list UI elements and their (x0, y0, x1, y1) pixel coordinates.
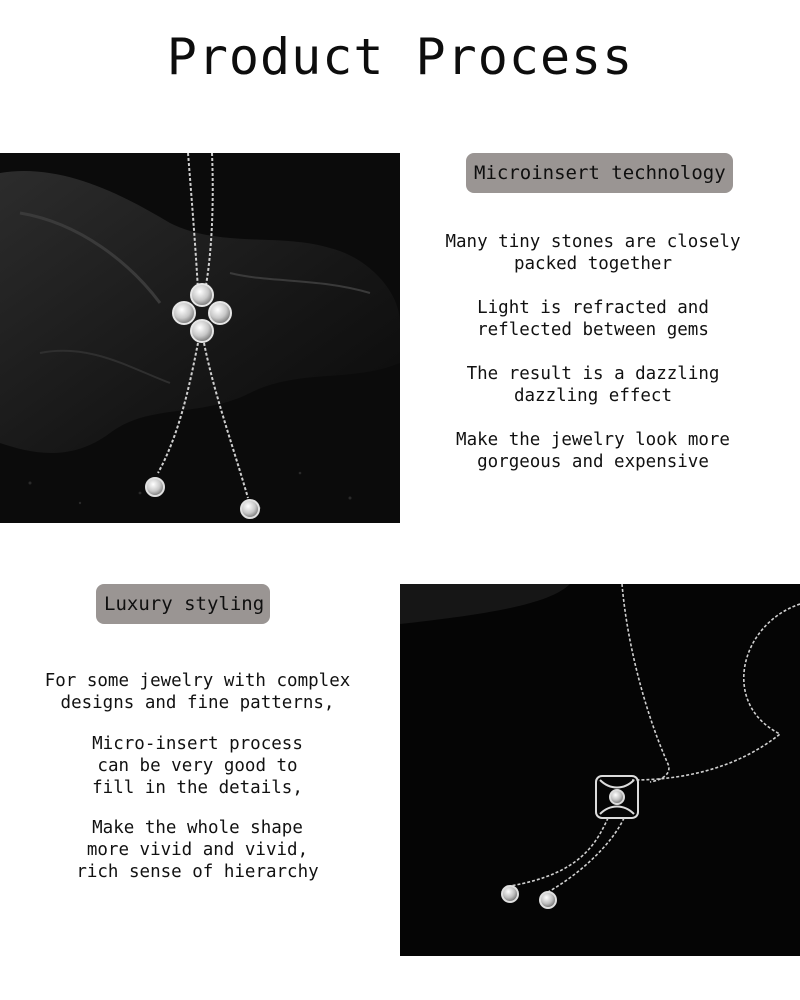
microinsert-technology-heading: Microinsert technology (466, 153, 733, 193)
styling-paragraph-1: For some jewelry with complex designs and fine patterns, (44, 671, 351, 713)
necklace-photo-clover (0, 153, 400, 523)
luxury-styling-heading: Luxury styling (96, 584, 270, 624)
necklace-photo-filigree-drawing (400, 584, 800, 956)
styling-paragraph-2: Micro-insert process can be very good to fill in the details, (92, 734, 303, 798)
page-title: Product Process (166, 28, 634, 86)
styling-paragraph-3: Make the whole shape more vivid and vivid, rich sense of hierarchy (76, 818, 319, 882)
necklace-photo-filigree (400, 584, 800, 956)
technology-paragraph-2: Light is refracted and reflected between gems (477, 298, 709, 340)
necklace-photo-clover-drawing (0, 153, 400, 523)
technology-paragraph-4: Make the jewelry look more gorgeous and expensive (456, 430, 730, 472)
technology-paragraph-3: The result is a dazzling dazzling effect (466, 364, 720, 406)
technology-paragraph-1: Many tiny stones are closely packed together (445, 232, 741, 274)
